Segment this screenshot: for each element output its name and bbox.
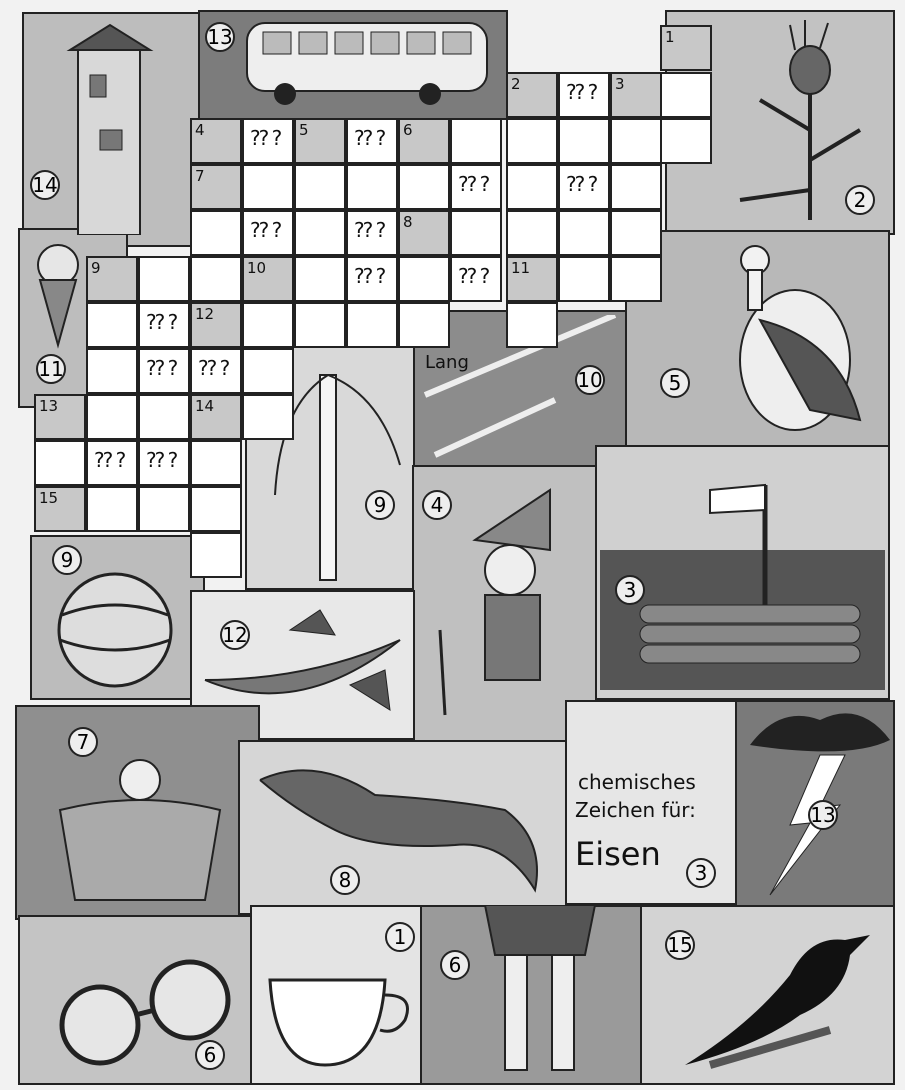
picture-number: 8	[330, 865, 360, 895]
marten-drawing	[255, 750, 555, 900]
crossword-cell[interactable]	[398, 302, 450, 348]
crossword-cell[interactable]	[138, 394, 190, 440]
crossword-cell[interactable]	[398, 164, 450, 210]
crossword-cell[interactable]: 10	[242, 256, 294, 302]
crossword-cell[interactable]: ?? ?	[346, 256, 398, 302]
crossword-cell[interactable]: 11	[506, 256, 558, 302]
crossword-cell[interactable]	[294, 164, 346, 210]
crossword-cell[interactable]: ?? ?	[138, 440, 190, 486]
crossword-cell[interactable]: ?? ?	[242, 118, 294, 164]
crossword-cell[interactable]	[506, 302, 558, 348]
crossword-cell[interactable]: ?? ?	[558, 164, 610, 210]
blackbird-drawing	[670, 915, 890, 1080]
picture-number: 9	[52, 545, 82, 575]
crossword-cell[interactable]	[610, 164, 662, 210]
crossword-cell[interactable]	[558, 256, 610, 302]
crossword-cell[interactable]: 7	[190, 164, 242, 210]
crossword-cell[interactable]: ?? ?	[346, 210, 398, 256]
picture-number: 3	[615, 575, 645, 605]
icecream-drawing	[28, 240, 88, 350]
picture-number: 11	[36, 354, 66, 384]
picture-number: 10	[575, 365, 605, 395]
crossword-cell[interactable]	[242, 302, 294, 348]
crossword-cell[interactable]	[294, 210, 346, 256]
picture-number: 5	[660, 368, 690, 398]
crossword-cell[interactable]: ?? ?	[138, 302, 190, 348]
gnome-drawing	[430, 480, 580, 730]
crossword-cell[interactable]: 3	[610, 72, 662, 118]
bus-drawing	[235, 18, 495, 108]
crossword-cell[interactable]	[506, 118, 558, 164]
picture-number: 13	[205, 22, 235, 52]
crossword-cell[interactable]	[610, 118, 662, 164]
vulture-drawing	[700, 240, 880, 445]
crossword-cell[interactable]	[86, 348, 138, 394]
picture-number: 4	[422, 490, 452, 520]
crossword-cell[interactable]	[450, 210, 502, 256]
crossword-cell[interactable]: ?? ?	[346, 118, 398, 164]
crossword-cell[interactable]: 13	[34, 394, 86, 440]
crossword-cell[interactable]: ?? ?	[86, 440, 138, 486]
crossword-cell[interactable]: 12	[190, 302, 242, 348]
crossword-cell[interactable]	[506, 210, 558, 256]
crossword-cell[interactable]: 9	[86, 256, 138, 302]
crossword-cell[interactable]	[190, 440, 242, 486]
picture-number: 13	[808, 800, 838, 830]
picture-number: 12	[220, 620, 250, 650]
crossword-cell[interactable]	[610, 256, 662, 302]
picture-number: 1	[385, 922, 415, 952]
crossword-cell[interactable]	[450, 118, 502, 164]
crossword-cell[interactable]	[242, 348, 294, 394]
picture-number: 14	[30, 170, 60, 200]
crossword-cell[interactable]	[242, 394, 294, 440]
crossword-cell[interactable]: ?? ?	[190, 348, 242, 394]
raft-drawing	[600, 455, 885, 695]
crossword-cell[interactable]	[86, 394, 138, 440]
crossword-cell[interactable]: 14	[190, 394, 242, 440]
crossword-cell[interactable]: 2	[506, 72, 558, 118]
crossword-cell[interactable]	[346, 302, 398, 348]
picture-number: 15	[665, 930, 695, 960]
crossword-cell[interactable]: 6	[398, 118, 450, 164]
legs-drawing	[470, 905, 610, 1085]
crossword-cell[interactable]: 5	[294, 118, 346, 164]
crossword-cell[interactable]	[294, 302, 346, 348]
crossword-cell[interactable]	[660, 118, 712, 164]
picture-number: 3	[686, 858, 716, 888]
crossword-cell[interactable]	[190, 486, 242, 532]
crossword-cell[interactable]: 4	[190, 118, 242, 164]
crossword-cell[interactable]	[86, 302, 138, 348]
crossword-cell[interactable]	[558, 210, 610, 256]
crossword-cell[interactable]	[34, 440, 86, 486]
crossword-cell[interactable]	[190, 532, 242, 578]
chem-line-2: Zeichen für:	[575, 798, 696, 822]
crossword-cell[interactable]	[294, 256, 346, 302]
crossword-cell[interactable]	[138, 486, 190, 532]
picture-number: 9	[365, 490, 395, 520]
crossword-cell[interactable]	[398, 256, 450, 302]
crossword-cell[interactable]: ?? ?	[242, 210, 294, 256]
crossword-cell[interactable]	[138, 256, 190, 302]
crossword-cell[interactable]: 15	[34, 486, 86, 532]
crossword-cell[interactable]	[86, 486, 138, 532]
picture-number: 6	[195, 1040, 225, 1070]
ball-drawing	[50, 570, 180, 690]
tea-drawing	[265, 935, 415, 1075]
crossword-cell[interactable]	[506, 164, 558, 210]
crossword-cell[interactable]: ?? ?	[138, 348, 190, 394]
crossword-cell[interactable]	[346, 164, 398, 210]
crossword-cell[interactable]: ?? ?	[558, 72, 610, 118]
crossword-cell[interactable]: ?? ?	[450, 256, 502, 302]
crossword-cell[interactable]	[660, 72, 712, 118]
crossword-cell[interactable]	[610, 210, 662, 256]
crossword-cell[interactable]	[242, 164, 294, 210]
picture-number: 2	[845, 185, 875, 215]
crossword-cell[interactable]	[190, 210, 242, 256]
crossword-cell[interactable]: 8	[398, 210, 450, 256]
picture-number: 7	[68, 727, 98, 757]
chem-line-1: chemisches	[578, 770, 696, 794]
crossword-cell[interactable]	[190, 256, 242, 302]
crossword-cell[interactable]: 1	[660, 25, 712, 71]
rods-text: Lang	[425, 352, 469, 373]
picture-number: 6	[440, 950, 470, 980]
crossword-cell[interactable]: ?? ?	[450, 164, 502, 210]
cradle-drawing	[45, 750, 235, 910]
tower-drawing	[60, 20, 160, 235]
crossword-cell[interactable]	[558, 118, 610, 164]
chem-line-3: Eisen	[575, 835, 661, 873]
